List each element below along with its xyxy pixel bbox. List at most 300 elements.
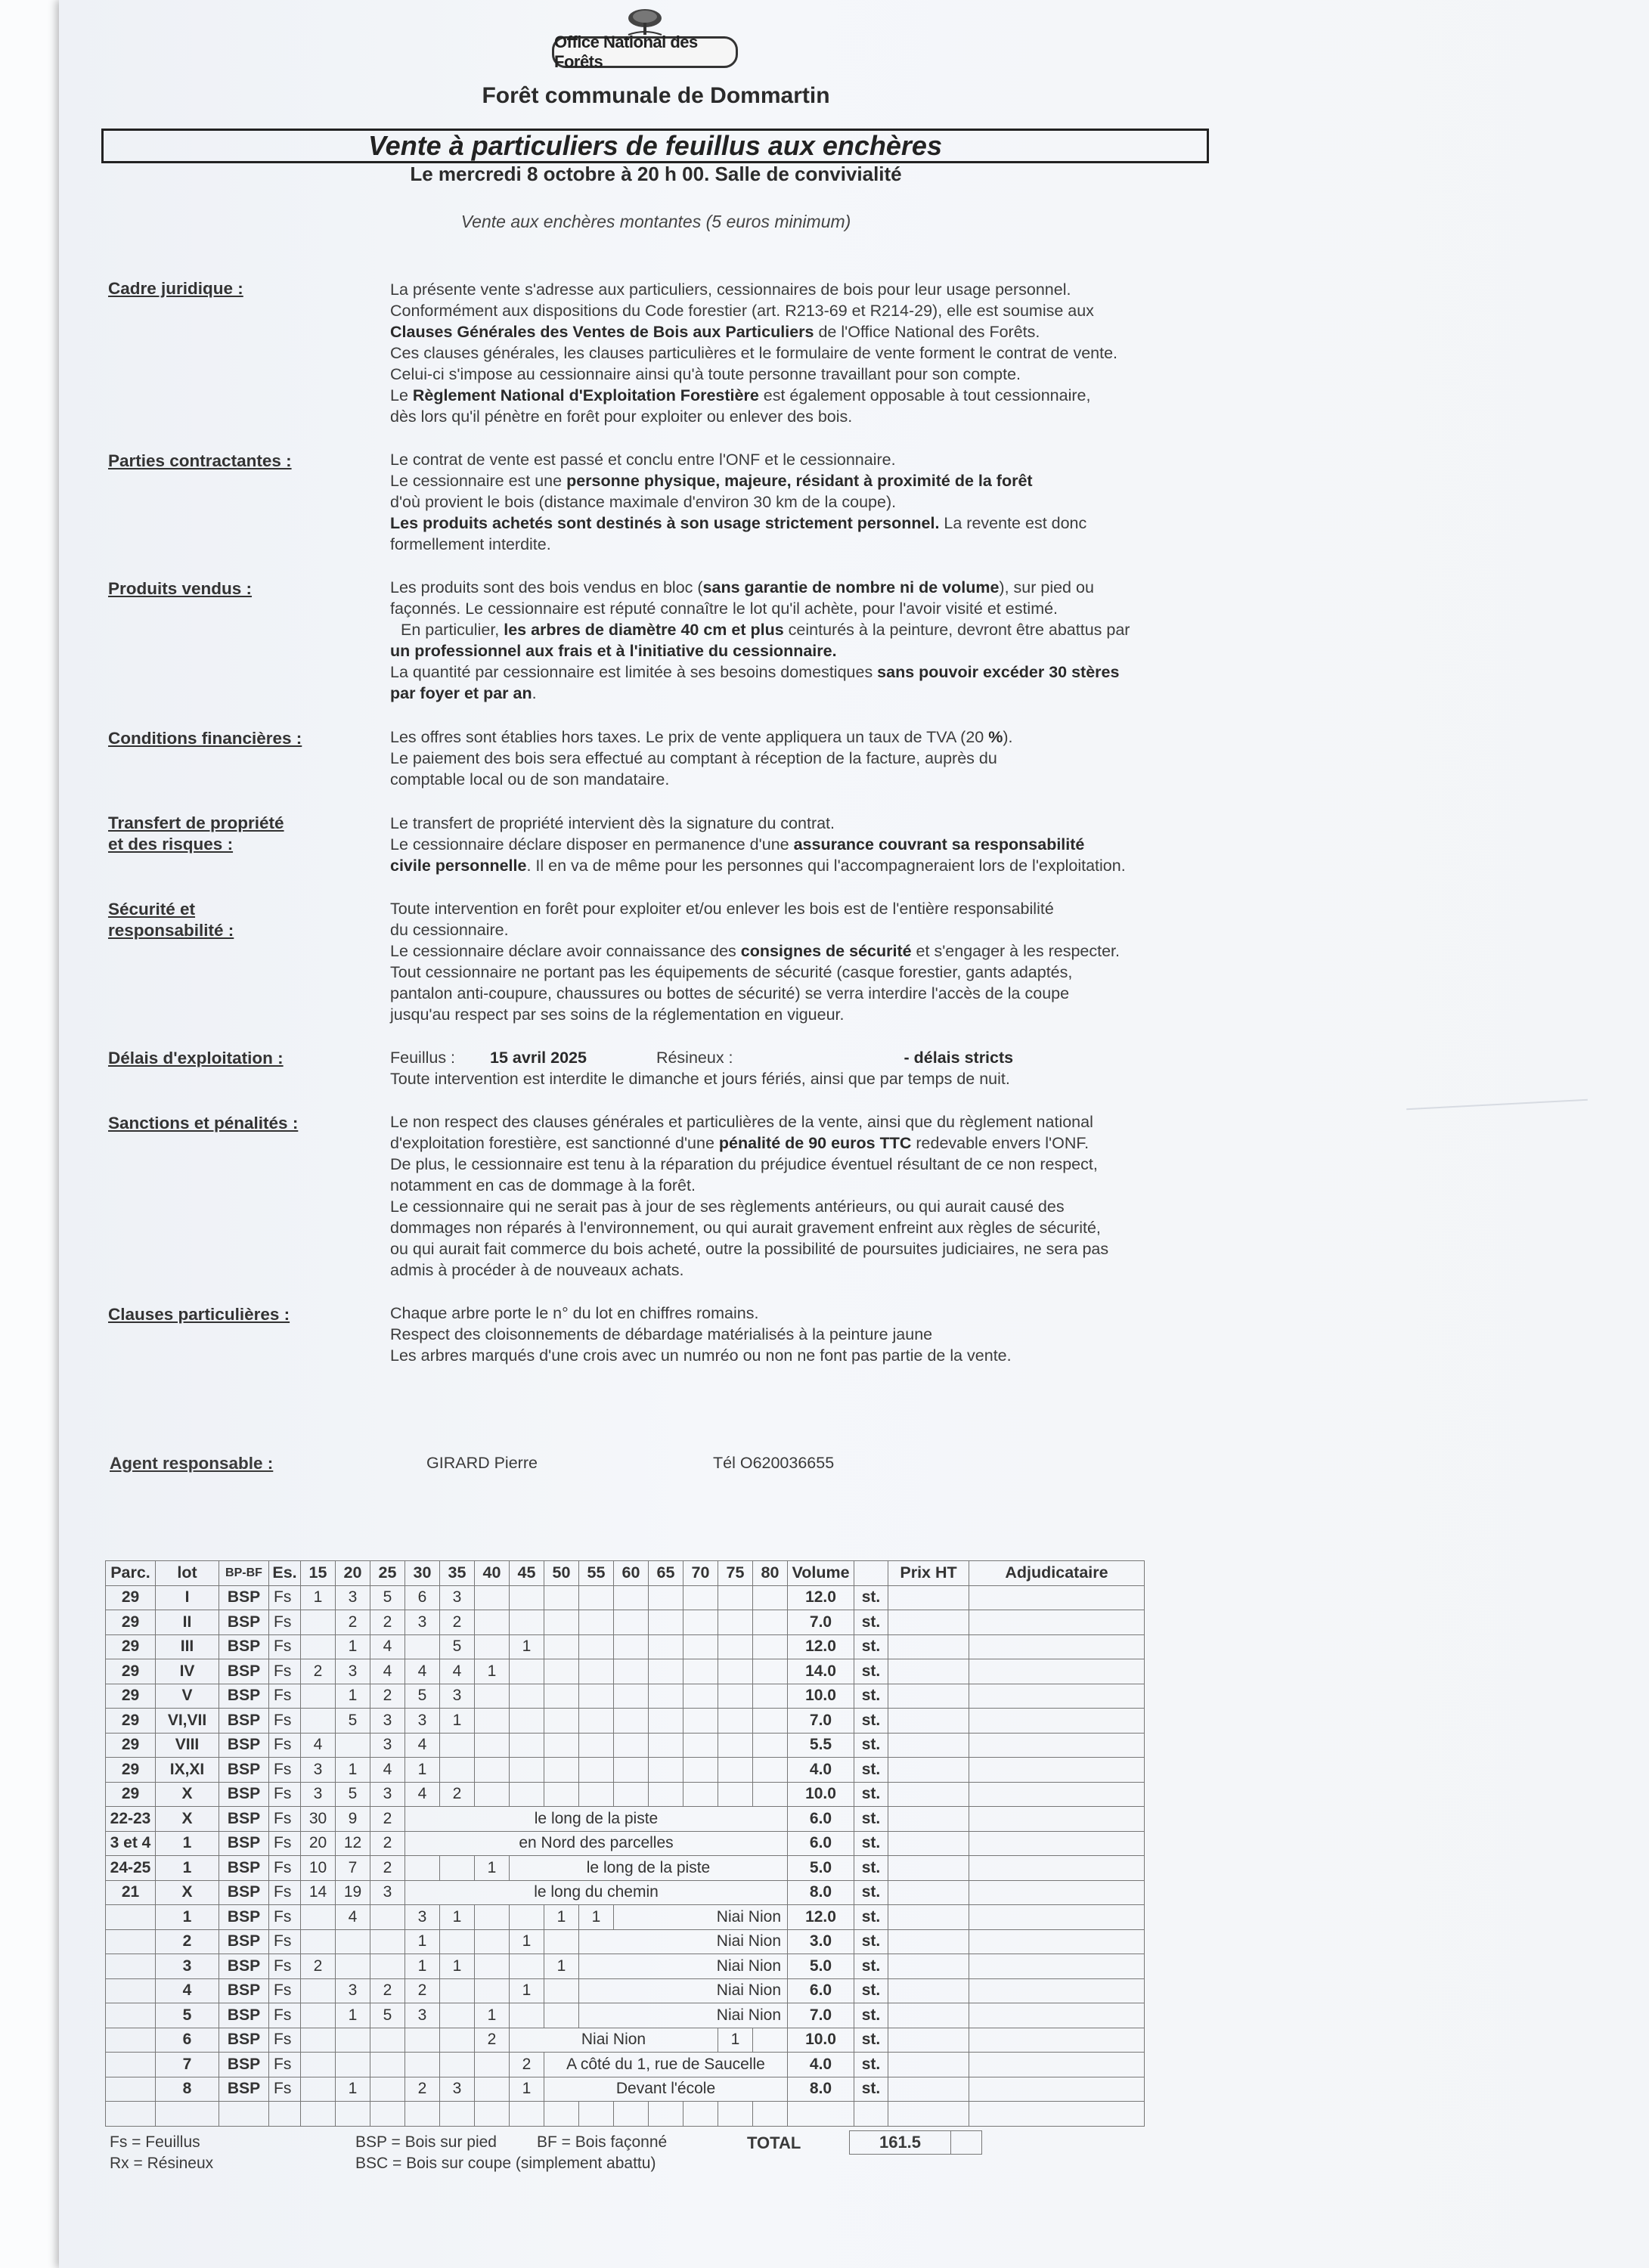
table-cell: 1 xyxy=(475,1659,510,1684)
table-cell xyxy=(753,2102,788,2127)
table-cell xyxy=(544,1684,579,1709)
table-cell xyxy=(544,1758,579,1783)
table-cell: 7 xyxy=(156,2053,219,2077)
column-header: 35 xyxy=(440,1561,475,1586)
table-cell xyxy=(614,1634,649,1659)
table-cell xyxy=(510,1782,544,1807)
text: Les produits sont des bois vendus en bloc ( xyxy=(390,578,703,596)
table-cell xyxy=(579,1610,614,1635)
column-header: lot xyxy=(156,1561,219,1586)
table-cell: 2 xyxy=(370,1978,405,2003)
table-cell: 7.0 xyxy=(788,1610,854,1635)
table-cell xyxy=(888,1831,969,1856)
text: La revente est donc xyxy=(939,514,1087,532)
table-cell xyxy=(614,1684,649,1709)
table-cell xyxy=(888,1978,969,2003)
table-cell: 3 xyxy=(370,1880,405,1905)
table-cell: 1 xyxy=(405,1758,440,1783)
table-cell xyxy=(718,1684,753,1709)
body-financieres xyxy=(390,727,1222,790)
table-header-row xyxy=(106,1561,1145,1586)
table-cell: st. xyxy=(854,1733,888,1758)
table-cell: 4 xyxy=(301,1733,336,1758)
table-row xyxy=(106,2003,1145,2028)
table-cell xyxy=(336,1954,370,1979)
total-label: TOTAL xyxy=(747,2133,801,2152)
table-cell: 7 xyxy=(336,1856,370,1881)
table-cell: 29 xyxy=(106,1684,156,1709)
text: ). xyxy=(1003,728,1013,746)
table-cell: I xyxy=(156,1585,219,1610)
table-cell: BSP xyxy=(219,1610,269,1635)
table-cell: 1 xyxy=(405,1954,440,1979)
table-cell xyxy=(440,1758,475,1783)
table-cell: 10.0 xyxy=(788,2028,854,2053)
table-cell xyxy=(544,1634,579,1659)
table-cell: 3 xyxy=(336,1978,370,2003)
table-cell: 3 xyxy=(301,1782,336,1807)
bold-text: personne physique, majeure, résidant à proximité de la forêt xyxy=(566,472,1033,490)
table-cell: Fs xyxy=(269,2053,301,2077)
table-cell xyxy=(614,1709,649,1734)
table-cell xyxy=(969,1782,1145,1807)
table-cell: 3.0 xyxy=(788,1929,854,1954)
table-cell: st. xyxy=(854,2028,888,2053)
table-cell: 6.0 xyxy=(788,1978,854,2003)
label-cadre: Cadre juridique : xyxy=(108,279,243,298)
label-sanctions: Sanctions et pénalités : xyxy=(108,1114,299,1132)
text-line xyxy=(390,662,1222,683)
table-cell: st. xyxy=(854,1880,888,1905)
table-cell: 30 xyxy=(301,1807,336,1832)
forest-title: Forêt communale de Dommartin xyxy=(482,83,830,108)
table-cell: 6 xyxy=(156,2028,219,2053)
text: Le cessionnaire déclare disposer en permanence d'une xyxy=(390,835,794,854)
table-row xyxy=(106,1978,1145,2003)
table-cell xyxy=(370,2102,405,2127)
table-cell xyxy=(579,1684,614,1709)
table-cell: 2 xyxy=(405,2077,440,2102)
table-cell xyxy=(579,1709,614,1734)
bold-text: sans garantie de nombre ni de volume xyxy=(702,578,1000,596)
table-cell xyxy=(718,2102,753,2127)
table-cell xyxy=(440,1856,475,1881)
table-cell: 3 xyxy=(336,1585,370,1610)
text: ), sur pied ou xyxy=(999,578,1094,596)
table-cell: 1 xyxy=(156,1905,219,1930)
table-cell: st. xyxy=(854,2003,888,2028)
table-cell: 29 xyxy=(106,1634,156,1659)
text-line: Conformément aux dispositions du Code forestier (art. R213-69 et R214-29), elle est soumise aux xyxy=(390,302,1094,320)
table-cell: 2 xyxy=(440,1610,475,1635)
table-cell: BSP xyxy=(219,2053,269,2077)
bold-text: Clauses Générales des Ventes de Bois aux Particuliers xyxy=(390,323,814,341)
table-cell: st. xyxy=(854,1929,888,1954)
table-cell: 2 xyxy=(336,1610,370,1635)
table-cell: Fs xyxy=(269,1709,301,1734)
table-cell xyxy=(475,1929,510,1954)
table-cell xyxy=(683,1610,718,1635)
table-cell xyxy=(370,2053,405,2077)
table-cell xyxy=(683,1585,718,1610)
column-header: Volume xyxy=(788,1561,854,1586)
table-cell xyxy=(888,2028,969,2053)
text-line: Les arbres marqués d'une crois avec un numréo ou non ne font pas partie de la vente. xyxy=(390,1346,1012,1365)
table-cell xyxy=(156,2102,219,2127)
text-line xyxy=(390,470,1222,491)
label-line: et des risques : xyxy=(108,835,234,854)
table-cell xyxy=(579,1585,614,1610)
table-cell xyxy=(969,2053,1145,2077)
table-cell xyxy=(718,1634,753,1659)
table-cell xyxy=(649,1610,683,1635)
table-cell: 5.0 xyxy=(788,1856,854,1881)
table-cell: Niai Nion xyxy=(579,1929,788,1954)
table-cell xyxy=(301,2053,336,2077)
table-cell: II xyxy=(156,1610,219,1635)
table-cell xyxy=(510,1733,544,1758)
table-cell xyxy=(370,1954,405,1979)
table-cell xyxy=(718,1585,753,1610)
table-cell xyxy=(718,1758,753,1783)
table-cell: st. xyxy=(854,1856,888,1881)
table-cell: Fs xyxy=(269,1856,301,1881)
table-cell: le long du chemin xyxy=(405,1880,788,1905)
table-cell: 1 xyxy=(510,1978,544,2003)
table-cell xyxy=(888,1684,969,1709)
table-cell xyxy=(753,1709,788,1734)
table-cell xyxy=(336,2053,370,2077)
table-row xyxy=(106,1585,1145,1610)
table-cell: 1 xyxy=(336,2003,370,2028)
legend-fs: Fs = Feuillus xyxy=(110,2133,200,2151)
table-cell: st. xyxy=(854,1758,888,1783)
table-cell: VIII xyxy=(156,1733,219,1758)
text-line: admis à procéder à de nouveaux achats. xyxy=(390,1261,684,1279)
table-cell: 1 xyxy=(336,1634,370,1659)
table-cell: 12.0 xyxy=(788,1905,854,1930)
text-line: formellement interdite. xyxy=(390,535,551,553)
text: La quantité par cessionnaire est limitée à ses besoins domestiques xyxy=(390,663,878,681)
table-cell: Niai Nion xyxy=(510,2028,718,2053)
table-cell: Fs xyxy=(269,1929,301,1954)
text-line: dès lors qu'il pénètre en forêt pour exploiter ou enlever des bois. xyxy=(390,407,853,426)
lots-table xyxy=(105,1560,1145,2127)
table-cell xyxy=(336,2028,370,2053)
table-cell: 3 xyxy=(301,1758,336,1783)
table-cell xyxy=(106,1905,156,1930)
table-cell: Fs xyxy=(269,2003,301,2028)
text-line: dommages non réparés à l'environnement, ou qui aurait gravement enfreint aux règles de sécurité, xyxy=(390,1219,1101,1237)
table-cell: 5.5 xyxy=(788,1733,854,1758)
column-header: Adjudicataire xyxy=(969,1561,1145,1586)
table-cell xyxy=(683,1733,718,1758)
table-cell xyxy=(475,1610,510,1635)
table-cell xyxy=(753,1733,788,1758)
table-cell xyxy=(475,1758,510,1783)
table-row xyxy=(106,1880,1145,1905)
text-line: Ces clauses générales, les clauses particulières et le formulaire de vente forment le contrat de vente. xyxy=(390,344,1118,362)
table-cell xyxy=(649,1634,683,1659)
table-cell xyxy=(649,1659,683,1684)
body-clauses xyxy=(390,1303,1222,1366)
table-cell: 2 xyxy=(405,1978,440,2003)
table-row xyxy=(106,2028,1145,2053)
table-cell xyxy=(969,1954,1145,1979)
text: . xyxy=(532,684,537,702)
sale-date: Le mercredi 8 octobre à 20 h 00. Salle de convivialité xyxy=(410,163,902,185)
table-row xyxy=(106,1929,1145,1954)
table-row xyxy=(106,1634,1145,1659)
table-cell: BSP xyxy=(219,1782,269,1807)
table-cell xyxy=(969,2102,1145,2127)
logo-oval xyxy=(552,33,738,71)
table-cell: st. xyxy=(854,1634,888,1659)
table-cell: A côté du 1, rue de Saucelle xyxy=(544,2053,788,2077)
table-cell: 3 xyxy=(370,1733,405,1758)
table-cell: 6.0 xyxy=(788,1807,854,1832)
label-line: Sécurité et xyxy=(108,900,196,919)
table-cell: BSP xyxy=(219,1807,269,1832)
table-cell xyxy=(405,2102,440,2127)
table-cell: 1 xyxy=(301,1585,336,1610)
table-cell: 1 xyxy=(156,1831,219,1856)
table-cell: st. xyxy=(854,1659,888,1684)
table-cell xyxy=(969,1831,1145,1856)
table-cell xyxy=(440,1733,475,1758)
table-cell xyxy=(510,1709,544,1734)
table-cell: 29 xyxy=(106,1610,156,1635)
table-row xyxy=(106,1758,1145,1783)
table-cell: 5 xyxy=(156,2003,219,2028)
table-cell xyxy=(475,1634,510,1659)
table-cell: st. xyxy=(854,1610,888,1635)
table-cell: 1 xyxy=(440,1905,475,1930)
table-cell xyxy=(544,1733,579,1758)
text-line xyxy=(390,940,1222,962)
resineux-label: Résineux : xyxy=(656,1049,733,1067)
text-line xyxy=(390,513,1222,534)
label-produits: Produits vendus : xyxy=(108,579,253,598)
bold-text: sans pouvoir excéder 30 stères xyxy=(877,663,1120,681)
feuillus-date: 15 avril 2025 xyxy=(490,1049,587,1067)
text-line: Chaque arbre porte le n° du lot en chiffres romains. xyxy=(390,1304,759,1322)
table-row xyxy=(106,2053,1145,2077)
text-line xyxy=(390,855,1222,876)
body-produits xyxy=(390,577,1222,704)
text-line: Celui-ci s'impose au cessionnaire ainsi qu'à toute personne travaillant pour son compte. xyxy=(390,365,1021,383)
table-cell xyxy=(106,2028,156,2053)
legend-rx: Rx = Résineux xyxy=(110,2155,214,2172)
table-cell: 7.0 xyxy=(788,1709,854,1734)
table-cell xyxy=(888,2077,969,2102)
table-cell: st. xyxy=(854,1782,888,1807)
column-header: 75 xyxy=(718,1561,753,1586)
feuillus-label: Feuillus : xyxy=(390,1049,456,1067)
text: Le cessionnaire est une xyxy=(390,472,567,490)
text-line: notamment en cas de dommage à la forêt. xyxy=(390,1176,696,1194)
table-cell: BSP xyxy=(219,1733,269,1758)
table-cell xyxy=(683,1782,718,1807)
agent-name: GIRARD Pierre xyxy=(426,1454,538,1472)
bold-text: Règlement National d'Exploitation Forestière xyxy=(412,386,759,404)
table-cell: le long de la piste xyxy=(510,1856,788,1881)
table-row xyxy=(106,1807,1145,1832)
bold-text: assurance couvrant sa responsabilité xyxy=(793,835,1085,854)
table-cell xyxy=(269,2102,301,2127)
column-header: 50 xyxy=(544,1561,579,1586)
table-cell: 4 xyxy=(370,1758,405,1783)
table-cell xyxy=(370,2028,405,2053)
column-header: Prix HT xyxy=(888,1561,969,1586)
bold-text: civile personnelle xyxy=(390,857,527,875)
table-row xyxy=(106,1954,1145,1979)
table-cell: Fs xyxy=(269,1585,301,1610)
table-cell: 14.0 xyxy=(788,1659,854,1684)
column-header: 65 xyxy=(649,1561,683,1586)
tree-icon xyxy=(622,6,668,36)
table-cell xyxy=(579,2102,614,2127)
sale-title: Vente à particuliers de feuillus aux enchères xyxy=(101,129,1209,163)
table-cell xyxy=(888,1929,969,1954)
delais-stricts: - délais stricts xyxy=(904,1049,1014,1067)
text-line xyxy=(390,321,1222,342)
legend-bf: BF = Bois façonné xyxy=(537,2133,668,2151)
text-line xyxy=(390,619,1222,640)
table-cell: 10 xyxy=(301,1856,336,1881)
table-cell xyxy=(579,1634,614,1659)
label-line: Transfert de propriété xyxy=(108,813,284,832)
text-line: Le contrat de vente est passé et conclu entre l'ONF et le cessionnaire. xyxy=(390,451,896,469)
table-cell: 5 xyxy=(336,1709,370,1734)
bold-text: les arbres de diamètre 40 cm et plus xyxy=(504,621,784,639)
label-transfert xyxy=(108,813,284,855)
table-cell xyxy=(219,2102,269,2127)
table-cell: BSP xyxy=(219,1758,269,1783)
table-cell xyxy=(614,1782,649,1807)
table-cell xyxy=(969,1585,1145,1610)
table-cell xyxy=(370,2077,405,2102)
bold-text: un professionnel aux frais et à l'initiative du cessionnaire. xyxy=(390,642,837,660)
table-cell: 4 xyxy=(336,1905,370,1930)
table-cell xyxy=(969,2003,1145,2028)
table-cell: 2 xyxy=(370,1807,405,1832)
table-cell xyxy=(649,1782,683,1807)
table-row xyxy=(106,1659,1145,1684)
table-cell xyxy=(106,2102,156,2127)
table-cell: 2 xyxy=(156,1929,219,1954)
table-cell xyxy=(969,1709,1145,1734)
table-row xyxy=(106,1709,1145,1734)
text: . Il en va de même pour les personnes qui l'accompagneraient lors de l'exploitation. xyxy=(526,857,1126,875)
table-row-empty xyxy=(106,2102,1145,2127)
agent-tel: Tél O620036655 xyxy=(713,1454,835,1472)
table-cell xyxy=(888,1905,969,1930)
column-header: 15 xyxy=(301,1561,336,1586)
table-cell xyxy=(753,1634,788,1659)
table-row xyxy=(106,1782,1145,1807)
body-parties xyxy=(390,449,1222,555)
table-cell xyxy=(753,1585,788,1610)
text-line: pantalon anti-coupure, chaussures ou bottes de sécurité) se verra interdire l'accès de la coupe xyxy=(390,984,1070,1002)
table-cell xyxy=(969,1758,1145,1783)
table-cell xyxy=(475,2053,510,2077)
table-cell xyxy=(579,1733,614,1758)
table-cell: 8 xyxy=(156,2077,219,2102)
bold-text: Les produits achetés sont destinés à son usage strictement personnel. xyxy=(390,514,940,532)
table-cell: st. xyxy=(854,1807,888,1832)
table-cell xyxy=(544,2003,579,2028)
legend-bsc: BSC = Bois sur coupe (simplement abattu) xyxy=(355,2155,656,2172)
text-line xyxy=(390,1132,1222,1154)
table-cell xyxy=(683,1758,718,1783)
table-cell xyxy=(753,2028,788,2053)
table-cell xyxy=(405,2053,440,2077)
table-cell: 24-25 xyxy=(106,1856,156,1881)
table-cell xyxy=(301,1709,336,1734)
table-cell: Fs xyxy=(269,2028,301,2053)
table-cell xyxy=(614,1733,649,1758)
table-row xyxy=(106,1856,1145,1881)
table-cell xyxy=(544,2102,579,2127)
column-header: BP-BF xyxy=(219,1561,269,1586)
text-line xyxy=(390,385,1222,406)
text-line: ou qui aurait fait commerce du bois acheté, outre la possibilité de poursuites judiciaires, ne sera pas xyxy=(390,1240,1109,1258)
text-line: façonnés. Le cessionnaire est réputé connaître le lot qu'il achète, pour l'avoir visité et estimé. xyxy=(390,600,1059,618)
table-cell xyxy=(888,2003,969,2028)
table-cell xyxy=(753,1610,788,1635)
label-securite xyxy=(108,899,234,941)
table-cell: st. xyxy=(854,1831,888,1856)
text-line xyxy=(390,1047,1222,1068)
text: et s'engager à les respecter. xyxy=(911,942,1120,960)
table-cell: 29 xyxy=(106,1758,156,1783)
table-cell xyxy=(510,1758,544,1783)
table-cell xyxy=(718,1782,753,1807)
table-cell xyxy=(510,2102,544,2127)
text-line: De plus, le cessionnaire est tenu à la réparation du préjudice éventuel résultant de ce non respect, xyxy=(390,1155,1098,1173)
text: Le cessionnaire déclare avoir connaissance des xyxy=(390,942,741,960)
column-header: 30 xyxy=(405,1561,440,1586)
table-cell xyxy=(106,2003,156,2028)
table-cell xyxy=(614,1610,649,1635)
table-cell xyxy=(336,1929,370,1954)
body-delais xyxy=(390,1047,1222,1089)
table-cell: 29 xyxy=(106,1709,156,1734)
table-cell: Fs xyxy=(269,1782,301,1807)
text-line: Le transfert de propriété intervient dès la signature du contrat. xyxy=(390,814,835,832)
table-cell xyxy=(370,1929,405,1954)
table-cell xyxy=(544,1610,579,1635)
text-line: Toute intervention en forêt pour exploiter et/ou enlever les bois est de l'entière responsabilité xyxy=(390,900,1054,918)
table-cell xyxy=(106,1929,156,1954)
table-cell: 4 xyxy=(370,1634,405,1659)
table-cell: Fs xyxy=(269,1905,301,1930)
table-cell xyxy=(544,1782,579,1807)
table-cell xyxy=(301,1634,336,1659)
table-cell: 1 xyxy=(544,1954,579,1979)
table-row xyxy=(106,1905,1145,1930)
text: de l'Office National des Forêts. xyxy=(814,323,1040,341)
table-cell: Niai Nion xyxy=(579,2003,788,2028)
table-cell: 4 xyxy=(370,1659,405,1684)
text-line xyxy=(390,834,1222,855)
table-cell: BSP xyxy=(219,1905,269,1930)
table-cell: 2 xyxy=(370,1610,405,1635)
table-cell: 2 xyxy=(475,2028,510,2053)
label-delais: Délais d'exploitation : xyxy=(108,1049,284,1067)
table-cell: 5 xyxy=(440,1634,475,1659)
